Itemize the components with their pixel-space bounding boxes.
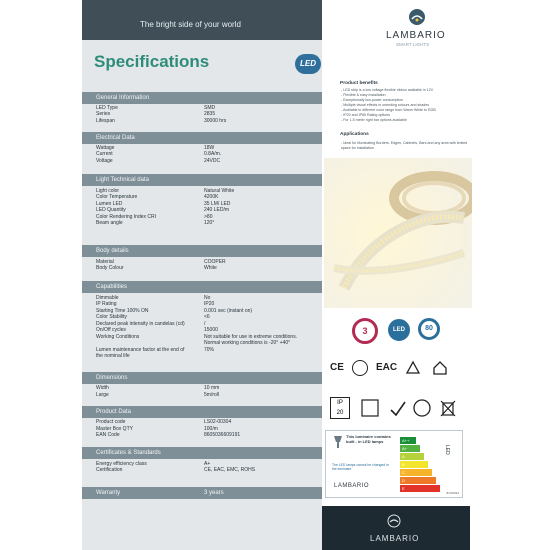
spec-value: 4200K <box>204 194 219 200</box>
spec-value: 70% <box>204 347 215 353</box>
rohs-icon <box>388 398 408 418</box>
spec-label: Current <box>96 151 113 157</box>
benefit-item: - LED strip is a low voltage flexible ribbon available in 12V <box>341 88 434 92</box>
spec-value: 240 LED/m <box>204 207 230 213</box>
energy-regulation-code: 874/2012 <box>446 491 459 495</box>
energy-led-text: LED <box>444 445 450 455</box>
spec-label: Lifespan <box>96 118 115 124</box>
safety-circle-icon <box>352 360 368 376</box>
section-header: Warranty <box>82 487 322 499</box>
spec-label: LED Quantity <box>96 207 126 213</box>
tagline: The bright side of your world <box>140 20 241 29</box>
spec-value: COOPER <box>204 259 226 265</box>
energy-label-brand: LAMBARIO <box>334 483 370 489</box>
applications-text: - Ideal for illuminating Borders, Edges, Cabinets, Bars and any area with limited space for installation <box>341 141 468 150</box>
brand-subtitle: SMART LIGHTS <box>396 42 430 47</box>
spec-value: 120° <box>204 220 215 226</box>
spec-value: A+ <box>204 461 211 467</box>
section-header: General Information <box>82 92 322 104</box>
spec-value: 15000 <box>204 327 218 333</box>
eac-mark: EAC <box>376 362 398 373</box>
section-header: Electrical Data <box>82 132 322 144</box>
spec-label: LED Type <box>96 105 118 111</box>
footer-brand: LAMBARIO <box>370 534 420 543</box>
spec-value: 30000 hrs <box>204 118 227 124</box>
spec-value: 5m/roll <box>204 392 220 398</box>
class-iii-icon <box>405 360 421 376</box>
spec-label: Color Rendering Index CRI <box>96 214 157 220</box>
energy-class-bar: A <box>400 453 424 460</box>
spec-value: 10 mm <box>204 385 220 391</box>
spec-value: SMD <box>204 105 216 111</box>
spec-label: Light color <box>96 188 120 194</box>
spec-label: Color Stability <box>96 314 127 320</box>
spec-value: Normal working conditions is -20° +40° <box>204 340 291 346</box>
spec-label: Series <box>96 111 111 117</box>
warranty-years-badge: 3 <box>352 318 378 344</box>
spec-label: Starting Time 100% ON <box>96 308 149 314</box>
bottom-band <box>82 506 322 550</box>
led-circle-badge: LED <box>388 319 410 341</box>
spec-label: Lumen maintenance factor at the end of <box>96 347 185 353</box>
applications-title: Applications <box>340 132 369 137</box>
spec-label: Color Temperature <box>96 194 138 200</box>
spec-value: LS02-00304 <box>204 419 232 425</box>
spec-value: IP20 <box>204 301 215 307</box>
spec-label: Lumen LED <box>96 201 123 207</box>
indoor-use-icon <box>432 360 448 376</box>
spec-label: Energy efficiency class <box>96 461 147 467</box>
spec-label: Product code <box>96 419 126 425</box>
footer-logo-icon <box>387 514 401 528</box>
footer-bar <box>322 506 470 550</box>
spec-label: Width <box>96 385 109 391</box>
spec-value: White <box>204 265 217 271</box>
page-title: Specifications <box>94 52 210 71</box>
spec-value: 35 LM/ LED <box>204 201 231 207</box>
spec-label: Dimmable <box>96 295 119 301</box>
section-header: Product Data <box>82 406 322 418</box>
section-header: Certificates & Standards <box>82 447 322 459</box>
led-strip-image <box>324 158 472 308</box>
spec-label: IP Rating <box>96 301 117 307</box>
led-strip-illustration-icon <box>324 158 472 308</box>
energy-label-text: This luminaire contains built - in LED lamps <box>346 434 391 444</box>
energy-label <box>325 430 463 498</box>
spec-label: Wattage <box>96 145 115 151</box>
spec-label: EAN Code <box>96 432 120 438</box>
brand-name: LAMBARIO <box>386 30 446 41</box>
ce-mark: CE <box>330 362 344 373</box>
spec-label: Certification <box>96 467 123 473</box>
spec-label: Large <box>96 392 109 398</box>
lamp-icon <box>332 435 344 449</box>
section-header: Light Technical data <box>82 174 322 186</box>
benefit-item: - IP20 and IP65 Rating options <box>341 113 390 117</box>
spec-value: Not suitable for use in extreme conditions. <box>204 334 298 340</box>
section-header: Dimensions <box>82 372 322 384</box>
benefit-item: - Flexible & easy installation <box>341 93 386 97</box>
benefit-item: - Available in different color range from Warm White to RGB <box>341 108 436 112</box>
spec-value: 8605036609191 <box>204 432 241 438</box>
benefit-item: - Multiple visual effects in unending colours and shades <box>341 103 430 107</box>
spec-value: >80 <box>204 214 213 220</box>
section-header: Body details <box>82 245 322 257</box>
benefit-item: - Exceptionally low-power consumption <box>341 98 404 102</box>
spec-value: <6 <box>204 314 210 320</box>
spec-value: 18W <box>204 145 215 151</box>
spec-label: On/Off cycles <box>96 327 126 333</box>
energy-class-bar: D <box>400 477 436 484</box>
energy-class-bar: B <box>400 461 428 468</box>
brand-logo <box>358 8 478 53</box>
spec-value: 24VDC <box>204 158 221 164</box>
spec-label: Working Conditions <box>96 334 140 340</box>
energy-class-bar: C <box>400 469 432 476</box>
ip-rating-box <box>330 397 350 419</box>
ip-value: 20 <box>336 410 344 416</box>
spec-label: Beam angle <box>96 220 123 226</box>
energy-label-note: The LED lamps cannot be changed in the luminaire <box>332 463 389 471</box>
recycle-icon <box>412 398 432 418</box>
spec-label: Material <box>96 259 114 265</box>
ip-label: IP <box>337 400 343 406</box>
cri-badge: 80 <box>418 318 440 340</box>
weee-bin-icon <box>438 398 458 418</box>
install-surface-icon <box>360 398 380 418</box>
spec-value: 100/m <box>204 426 218 432</box>
spec-label: the nominal life <box>96 353 130 359</box>
benefit-item: - For 1.5 meter right bar options available <box>341 118 407 122</box>
energy-class-bar: E <box>400 485 440 492</box>
logo-mark-icon <box>408 8 426 26</box>
spec-value: Natural White <box>204 188 235 194</box>
spec-value: 2835 <box>204 111 216 117</box>
warranty-value: 3 years <box>204 490 224 496</box>
energy-class-bar: A++ <box>400 437 416 444</box>
spec-value: 0.001 sec (instant on) <box>204 308 253 314</box>
section-header: Capabilities <box>82 281 322 293</box>
spec-value: 0.8A/m. <box>204 151 222 157</box>
benefits-title: Product benefits <box>340 81 378 86</box>
spec-label: Master Box QTY <box>96 426 133 432</box>
led-badge: LED <box>295 54 321 74</box>
spec-label: Declared peak intensity in candelas (cd) <box>96 321 185 327</box>
spec-value: / <box>204 321 206 327</box>
spec-label: Body Colour <box>96 265 124 271</box>
spec-value: No <box>204 295 211 301</box>
energy-class-bar: A+ <box>400 445 420 452</box>
spec-value: CE, EAC, EMC, ROHS <box>204 467 256 473</box>
spec-label: Voltage <box>96 158 113 164</box>
